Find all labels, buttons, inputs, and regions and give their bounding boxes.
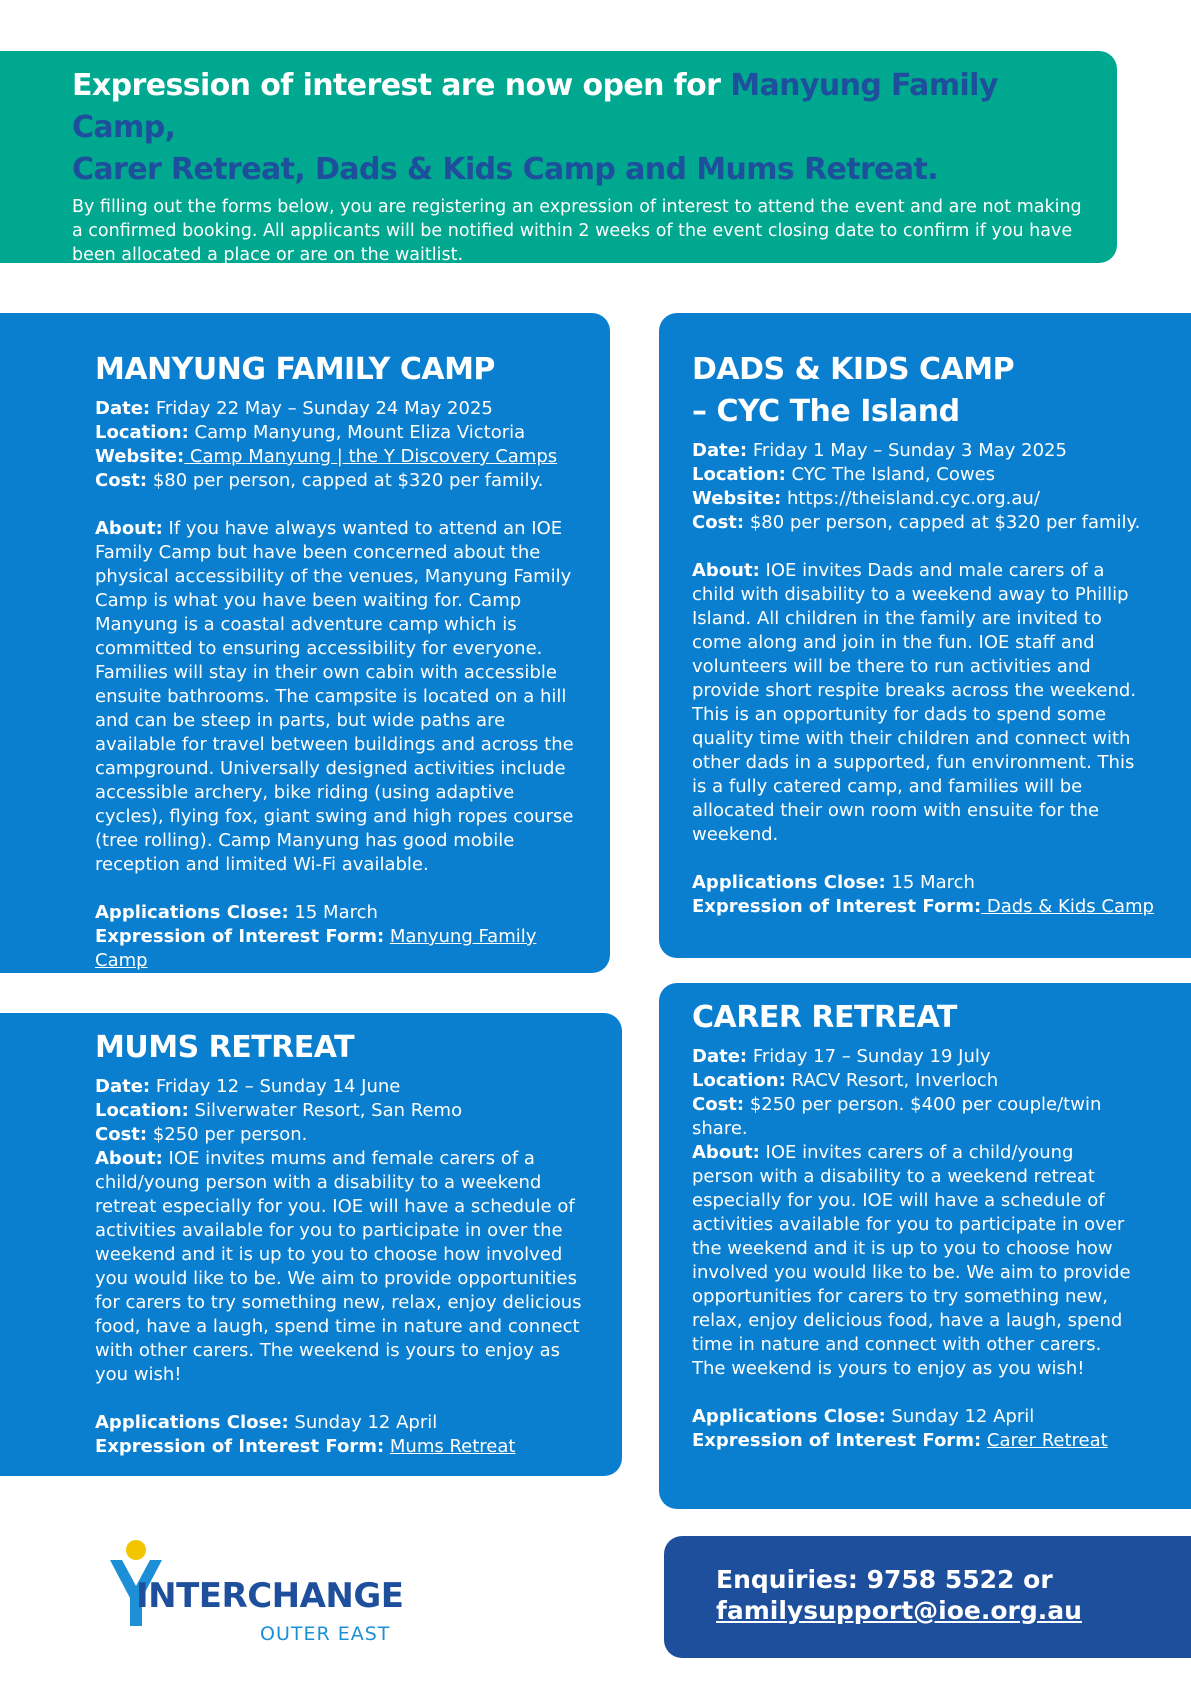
intro-text: By filling out the forms below, you are registering an expression of interest to attend the event and are not making a confirmed booking. All applicants will be notified within 2 weeks of the event closing date to confirm if you have been allocated a place or are on the waitlist. <box>72 197 1082 265</box>
interchange-logo <box>108 1540 428 1650</box>
location-line: Location: CYC The Island, Cowes <box>692 464 996 485</box>
mums-retreat-card <box>0 1013 622 1476</box>
location-line: Location: RACV Resort, Inverloch <box>692 1070 999 1091</box>
website-link[interactable]: Camp Manyung | the Y Discovery Camps <box>184 446 558 467</box>
location-line: Location: Silverwater Resort, San Remo <box>95 1100 463 1121</box>
headline-highlight: Carer Retreat, Dads & Kids Camp and Mums Retreat. <box>72 152 939 187</box>
cost-line: Cost: $80 per person, capped at $320 per family. <box>692 512 1141 533</box>
date-line: Date: Friday 22 May – Sunday 24 May 2025 <box>95 398 493 419</box>
page-headline <box>72 65 1077 191</box>
date-line: Date: Friday 1 May – Sunday 3 May 2025 <box>692 440 1067 461</box>
website-url[interactable]: https://theisland.cyc.org.au/ <box>786 488 1040 509</box>
logo-brand: INTERCHANGE <box>136 1576 404 1616</box>
logo-subtitle: OUTER EAST <box>260 1623 391 1645</box>
applications-close: Applications Close: 15 March <box>95 902 378 923</box>
mums-form-link[interactable]: Mums Retreat <box>389 1436 516 1457</box>
location-line: Location: Camp Manyung, Mount Eliza Victoria <box>95 422 526 443</box>
card-title: CARER RETREAT <box>692 1000 957 1035</box>
card-title: MANYUNG FAMILY CAMP <box>95 352 495 387</box>
date-line: Date: Friday 12 – Sunday 14 June <box>95 1076 401 1097</box>
enquiries-phone: Enquiries: 9758 5522 or <box>716 1565 1053 1594</box>
manyung-form-link[interactable]: Manyung Family Camp <box>95 926 537 971</box>
about-text: About: If you have always wanted to attend an IOE Family Camp but have been concerned about the physical accessibility of the venues, Manyung Family Camp is what you have been waiting for. Camp Manyung is a coastal adventure camp which is committed to ensuring accessibility for everyone. Families will stay in their own cabin with accessible ensuite bathrooms. The campsite is located on a hill and can be steep in parts, but wide paths are available for travel between buildings and across the campground. Universally designed activities include accessible archery, bike riding (using adaptive cycles), flying fox, giant swing and high ropes course (tree rolling). Camp Manyung has good mobile reception and limited Wi-Fi available. <box>95 518 574 875</box>
cost-line: Cost: $250 per person. <box>95 1124 308 1145</box>
cost-line: Cost: $250 per person. $400 per couple/twin share. <box>692 1094 1102 1139</box>
cost-line: Cost: $80 per person, capped at $320 per family. <box>95 470 544 491</box>
headline-prefix: Expression of interest are now open for <box>72 68 721 103</box>
about-text: About: IOE invites mums and female carers of a child/young person with a disability to a weekend retreat especially for you. IOE will have a schedule of activities available for you to participate in over the weekend and it is up to you to choose how involved you would like to be. We aim to provide opportunities for carers to try something new, relax, enjoy delicious food, have a laugh, spend time in nature and connect with other carers. The weekend is yours to enjoy as you wish! <box>95 1148 582 1385</box>
applications-close: Applications Close: 15 March <box>692 872 975 893</box>
about-text: About: IOE invites carers of a child/young person with a disability to a weekend retreat especially for you. IOE will have a schedule of activities available for you to participate in over the weekend and it is up to you to choose how involved you would like to be. We aim to provide opportunities for carers to try something new, relax, enjoy delicious food, have a laugh, spend time in nature and connect with other carers. The weekend is yours to enjoy as you wish! <box>692 1142 1131 1379</box>
dads-kids-camp-card <box>659 313 1191 958</box>
date-line: Date: Friday 17 – Sunday 19 July <box>692 1046 991 1067</box>
eoi-form-line: Expression of Interest Form: Manyung Family Camp <box>95 926 537 971</box>
manyung-camp-card <box>0 313 610 973</box>
website-line: Website: https://theisland.cyc.org.au/ <box>692 488 1040 509</box>
headline-highlight: Manyung Family Camp, <box>72 68 998 145</box>
carer-retreat-card <box>659 983 1191 1509</box>
eoi-form-line: Expression of Interest Form: Dads & Kids Camp <box>692 896 1154 917</box>
applications-close: Applications Close: Sunday 12 April <box>95 1412 438 1433</box>
header-banner <box>0 51 1117 263</box>
dads-form-link[interactable]: Dads & Kids Camp <box>981 896 1154 917</box>
card-title: MUMS RETREAT <box>95 1030 355 1065</box>
eoi-form-line: Expression of Interest Form: Carer Retreat <box>692 1430 1108 1451</box>
about-text: About: IOE invites Dads and male carers of a child with disability to a weekend away to Phillip Island. All children in the family are invited to come along and join in the fun. IOE staff and volunteers will be there to run activities and provide short respite breaks across the weekend. This is an opportunity for dads to spend some quality time with their children and connect with other dads in a supported, fun environment. This is a fully catered camp, and families will be allocated their own room with ensuite for the weekend. <box>692 560 1137 845</box>
applications-close: Applications Close: Sunday 12 April <box>692 1406 1035 1427</box>
website-line: Website: Camp Manyung | the Y Discovery Camps <box>95 446 558 467</box>
eoi-form-line: Expression of Interest Form: Mums Retreat <box>95 1436 516 1457</box>
card-title: DADS & KIDS CAMP – CYC The Island <box>692 352 1015 429</box>
enquiries-email-link[interactable]: familysupport@ioe.org.au <box>716 1596 1082 1625</box>
enquiries-box <box>664 1536 1191 1658</box>
carer-form-link[interactable]: Carer Retreat <box>986 1430 1108 1451</box>
